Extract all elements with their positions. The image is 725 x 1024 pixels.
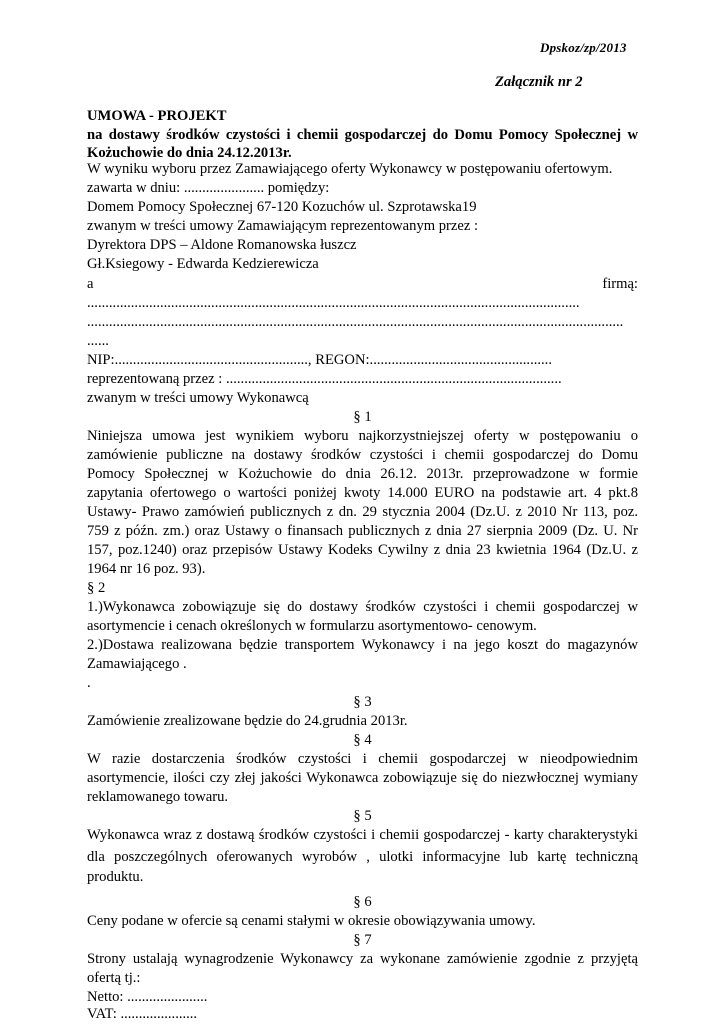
paragraph-7-line: ofertą tj.: — [87, 970, 141, 986]
netto-field: Netto: ...................... — [87, 989, 208, 1005]
paragraph-5-line: dla poszczególnych oferowanych wyrobów , ulotki informacyjne lub kartę techniczną — [87, 849, 638, 865]
intro-line: Gł.Ksiegowy - Edwarda Kedzierewicza — [87, 256, 319, 272]
contractor-line: zwanym w treści umowy Wykonawcą — [87, 390, 309, 406]
section-heading-7: § 7 — [353, 932, 372, 948]
paragraph-1-line: zamówienie publiczne na dostawy środków czystości i chemii gospodarczej do Domu — [87, 447, 638, 463]
paragraph-7-line: Strony ustalają wynagrodzenie Wykonawcy za wykonane zamówienie zgodnie z przyjętą — [87, 951, 638, 967]
paragraph-2-line: 1.)Wykonawca zobowiązuje się do dostawy środków czystości i chemii gospodarczej w — [87, 599, 638, 615]
paragraph-4-line: asortymencie, ilości czy złej jakości Wykonawca zobowiązuje się do niezwłocznej wymiany — [87, 770, 638, 786]
paragraph-2-line: . — [87, 675, 91, 691]
intro-line: Dyrektora DPS – Aldone Romanowska łuszcz — [87, 237, 357, 253]
paragraph-5-line: produktu. — [87, 869, 144, 885]
intro-line: Domem Pomocy Społecznej 67-120 Kozuchów ul. Szprotawska19 — [87, 199, 477, 215]
representative-line: reprezentowaną przez : ............................................................................................ — [87, 371, 562, 387]
paragraph-2-line: asortymencie i cenach określonych w formularzu asortymentowo- cenowym. — [87, 618, 537, 634]
paragraph-5-line: Wykonawca wraz z dostawą środków czystości i chemii gospodarczej - karty charakterystyki — [87, 827, 638, 843]
intro-line: zwanym w treści umowy Zamawiającym reprezentowanym przez : — [87, 218, 479, 234]
firm-dots-line: ...... — [87, 333, 109, 349]
paragraph-1-line: Pomocy Społecznej w Kożuchowie do dnia 26.12. 2013r. przeprowadzone w formie — [87, 466, 638, 482]
paragraph-2-line: Zamawiającego . — [87, 656, 187, 672]
paragraph-1-line: 1964 nr 16 poz. 93). — [87, 561, 206, 577]
firm-label: firmą: — [602, 276, 638, 292]
section-heading-6: § 6 — [353, 894, 372, 910]
vat-field: VAT: ..................... — [87, 1006, 198, 1022]
section-heading-3: § 3 — [353, 694, 372, 710]
paragraph-4-line: W razie dostarczenia środków czystości i chemii gospodarczej w nieodpowiednim — [87, 751, 638, 767]
section-heading-4: § 4 — [353, 732, 372, 748]
section-heading-1: § 1 — [353, 409, 372, 425]
document-subtitle-line1: na dostawy środków czystości i chemii gospodarczej do Domu Pomocy Społecznej w — [87, 127, 638, 143]
document-title: UMOWA - PROJEKT — [87, 108, 227, 124]
paragraph-2-line: 2.)Dostawa realizowana będzie transportem Wykonawcy i na jego koszt do magazynów — [87, 637, 638, 653]
section-heading-2: § 2 — [87, 580, 106, 596]
firm-a-label: a — [87, 276, 94, 292]
paragraph-1-line: Ustawy- Prawo zamówień publicznych z dn. 29 stycznia 2004 (Dz.U. z 2010 Nr 113, poz. — [87, 504, 638, 520]
document-subtitle-line2: Kożuchowie do dnia 24.12.2013r. — [87, 145, 292, 161]
paragraph-1-line: 759 z późn. zm.) oraz Ustawy o finansach publicznych z dnia 27 sierpnia 2009 (Dz. U. Nr — [87, 523, 638, 539]
paragraph-1-line: Niniejsza umowa jest wynikiem wyboru najkorzystniejszej oferty w postępowaniu o — [87, 428, 638, 444]
document-reference: Dpskoz/zp/2013 — [540, 40, 627, 55]
firm-dots-line: ....................................................................................................................................... — [87, 295, 580, 311]
paragraph-4-line: reklamowanego towaru. — [87, 789, 229, 805]
paragraph-6: Ceny podane w ofercie są cenami stałymi w okresie obowiązywania umowy. — [87, 913, 536, 929]
section-heading-5: § 5 — [353, 808, 372, 824]
firm-dots-line: ................................................................................................................................................... — [87, 314, 624, 330]
paragraph-1-line: zapytania ofertowego o wartości poniżej kwoty 14.000 EURO na podstawie art. 4 pkt.8 — [87, 485, 638, 501]
nip-regon-line: NIP:....................................................., REGON:.................................................. — [87, 352, 552, 368]
paragraph-3: Zamówienie zrealizowane będzie do 24.grudnia 2013r. — [87, 713, 408, 729]
attachment-label: Załącznik nr 2 — [495, 74, 583, 90]
intro-line: zawarta w dniu: ...................... pomiędzy: — [87, 180, 330, 196]
paragraph-1-line: 157, poz.1240) oraz przepisów Ustawy Kodeks Cywilny z dnia 23 kwietnia 1964 (Dz.U. z — [87, 542, 638, 558]
intro-line: W wyniku wyboru przez Zamawiającego oferty Wykonawcy w postępowaniu ofertowym. — [87, 161, 613, 177]
